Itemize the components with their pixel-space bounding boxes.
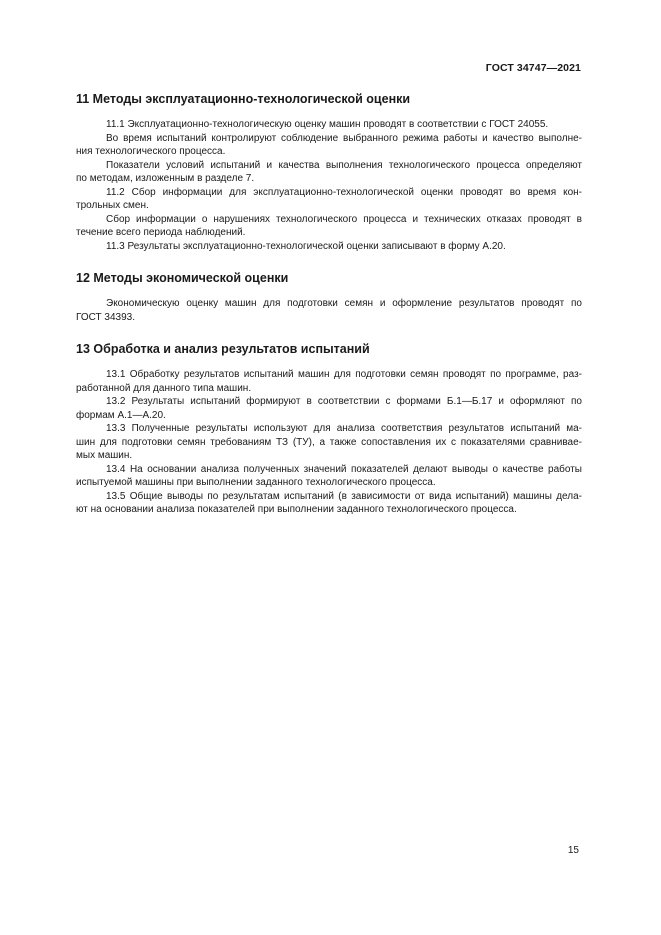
section-11 xyxy=(76,91,582,253)
paragraph-line: 11.1 Эксплуатационно-технологическую оценку машин проводят в соответствии с ГОСТ 24055. xyxy=(106,119,549,130)
paragraph-line: Во время испытаний контролируют соблюдение выбранного режима работы и качество выполне- xyxy=(106,132,582,144)
paragraph-line: трольных смен. xyxy=(76,200,149,211)
page-number: 15 xyxy=(567,845,579,856)
paragraph-line: 11.3 Результаты эксплуатационно-технологической оценки записывают в форму А.20. xyxy=(106,240,506,252)
paragraph-line: формам А.1—А.20. xyxy=(76,409,166,421)
paragraph xyxy=(76,186,582,213)
paragraph-line: Экономическую оценку машин для подготовки семян и оформление результатов проводят по xyxy=(106,298,582,309)
paragraph xyxy=(76,297,582,324)
paragraph-line: ния технологического процесса. xyxy=(76,146,226,157)
paragraph-line: шин для подготовки семян требованиям ТЗ (ТУ), а также сопоставления их с показателями сравнивае- xyxy=(76,436,582,448)
document-code: ГОСТ 34747—2021 xyxy=(485,62,581,74)
section-13 xyxy=(76,341,582,517)
paragraph-line: работанной для данного типа машин. xyxy=(76,382,252,394)
section-12 xyxy=(76,270,582,324)
section-heading: 12 Методы экономической оценки xyxy=(76,271,289,285)
paragraph xyxy=(106,118,582,132)
paragraph-line: по методам, изложенным в разделе 7. xyxy=(76,173,255,184)
section-heading: 13 Обработка и анализ результатов испытаний xyxy=(76,342,370,356)
paragraph-line: испытуемой машины при выполнении заданного технологического процесса. xyxy=(76,477,436,488)
paragraph-line: 13.2 Результаты испытаний формируют в соответствии с формами Б.1—Б.17 и оформляют по xyxy=(106,396,582,407)
paragraph-line: ют на основании анализа показателей при выполнении заданного технологического процесса. xyxy=(76,504,517,515)
document-body xyxy=(76,91,582,534)
paragraph-line: 13.5 Общие выводы по результатам испытаний (в зависимости от вида испытаний) машины дела- xyxy=(106,490,582,502)
paragraph-line: 13.4 На основании анализа полученных значений показателей делают выводы о качестве работы xyxy=(106,463,582,475)
paragraph-line: 13.3 Полученные результаты используют для анализа соответствия результатов испытаний ма- xyxy=(106,423,582,434)
paragraph xyxy=(76,132,582,159)
paragraph xyxy=(76,490,582,517)
paragraph xyxy=(106,240,582,254)
paragraph xyxy=(76,395,582,422)
paragraph xyxy=(76,463,582,490)
paragraph-line: течение всего периода наблюдений. xyxy=(76,227,246,238)
paragraph-line: 11.2 Сбор информации для эксплуатационно-технологической оценки проводят во время кон- xyxy=(106,186,582,198)
paragraph xyxy=(76,422,582,463)
paragraph-line: Сбор информации о нарушениях технологического процесса и технических отказах проводят в xyxy=(106,213,582,225)
paragraph-line: мых машин. xyxy=(76,450,133,461)
paragraph-line: Показатели условий испытаний и качества выполнения технологического процесса определяют xyxy=(106,159,582,171)
paragraph xyxy=(76,213,582,240)
paragraph xyxy=(76,159,582,186)
section-heading: 11 Методы эксплуатационно-технологической оценки xyxy=(76,92,411,106)
paragraph-line: ГОСТ 34393. xyxy=(76,311,135,323)
paragraph-line: 13.1 Обработку результатов испытаний машин для подготовки семян проводят по программе, раз- xyxy=(106,369,582,380)
paragraph xyxy=(76,368,582,395)
